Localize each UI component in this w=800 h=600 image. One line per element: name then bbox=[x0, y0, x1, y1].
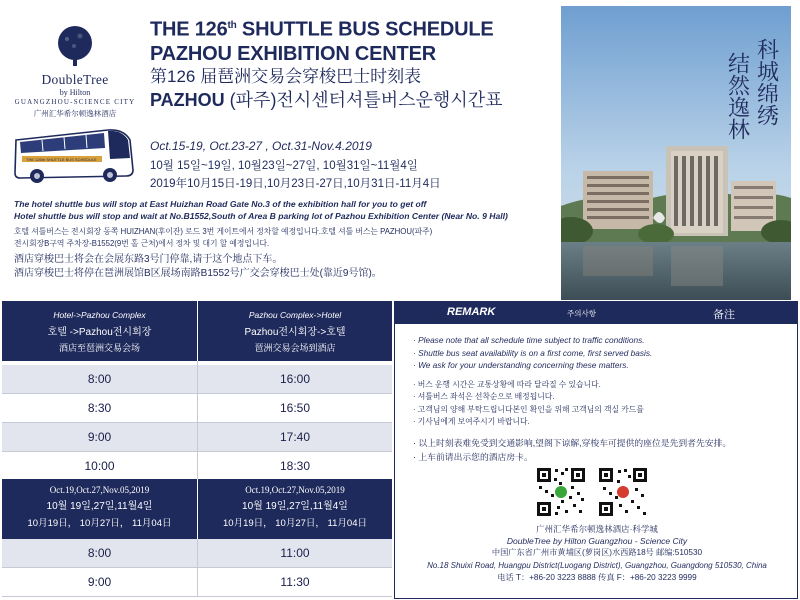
logo-by: by Hilton bbox=[59, 88, 91, 97]
col-head-hotel-to-pazhou bbox=[2, 301, 197, 361]
time-cell: 11:00 bbox=[198, 539, 392, 568]
remark-en-item: · Shuttle bus seat availability is on a first come, first served basis. bbox=[413, 347, 653, 358]
logo-cn-name: 广州汇华希尔顿逸林酒店 bbox=[33, 109, 117, 118]
contact-phone: 电话 T：+86-20 3223 8888 传真 F：+86-20 3223 9999 bbox=[497, 573, 697, 582]
remark-title-en: REMARK bbox=[447, 306, 496, 318]
time-cell: 9:00 bbox=[2, 423, 197, 452]
remark-panel bbox=[394, 301, 798, 599]
contact-cn-name: 广州汇华希尔顿逸林酒店·科学城 bbox=[536, 524, 658, 534]
remark-en-item: · We ask for your understanding concerning these matters. bbox=[413, 360, 629, 370]
sub-head-left bbox=[2, 479, 197, 539]
title-block bbox=[150, 14, 555, 112]
notice-block bbox=[14, 198, 559, 281]
sub-head-cn: 10月19日， 10月27日， 11月04日 bbox=[223, 518, 367, 529]
col-head-kr: 호텔 ->Pazhou전시회장 bbox=[47, 327, 152, 338]
remark-kr-item: · 기사님에게 보여주시기 바랍니다. bbox=[413, 417, 530, 426]
notice-cn-1: 酒店穿梭巴士将会在会展东路3号门停靠,请于这个地点下车。 bbox=[14, 254, 283, 265]
shuttle-bus-icon bbox=[12, 118, 137, 190]
column-divider bbox=[197, 361, 198, 479]
remark-cn-item: · 以上时刻表难免受到交通影响,望阁下谅解,穿梭车可提供的座位是先到者先安排。 bbox=[413, 437, 732, 448]
logo-brand: DoubleTree bbox=[41, 72, 109, 87]
hotel-logo bbox=[10, 24, 140, 119]
notice-kr-2: 전시회장B구역 주차장-B1552(9번 홀 근처)에서 정차 및 대기 할 예정입니다. bbox=[14, 239, 270, 248]
title-line2: PAZHOU EXHIBITION CENTER bbox=[150, 42, 436, 65]
remark-cn-item: · 上车前请出示您的酒店房卡。 bbox=[413, 451, 533, 462]
weibo-qr-code-icon bbox=[597, 466, 649, 518]
schedule-table bbox=[2, 301, 392, 599]
time-cell: 16:50 bbox=[198, 394, 392, 423]
title-kr: PAZHOU (파주)전시센터셔틀버스운행시간표 bbox=[150, 89, 503, 110]
remark-body bbox=[395, 324, 797, 464]
notice-kr-1: 호텔 셔틀버스는 전시회장 동쪽 HUIZHAN(후이잔) 로드 3번 게이트에서 정차할 예정입니다.호텔 셔틀 버스는 PAZHOU(파주) bbox=[14, 227, 433, 236]
dates-en: Oct.15-19, Oct.23-27 , Oct.31-Nov.4.2019 bbox=[150, 139, 372, 153]
remark-title-cn: 备注 bbox=[713, 309, 735, 321]
sub-head-kr: 10월 19일,27일,11월4일 bbox=[46, 501, 153, 512]
remark-en-item: · Please note that all schedule time subject to traffic conditions. bbox=[413, 335, 645, 345]
bus-side-text: THE 126th SHUTTLE BUS SCHEDULE bbox=[26, 157, 97, 162]
time-cell: 9:00 bbox=[2, 568, 197, 597]
contact-block bbox=[395, 523, 799, 585]
calligraphy-col2: 结然逸林 bbox=[724, 52, 750, 140]
time-cell: 16:00 bbox=[198, 365, 392, 394]
col-head-en: Pazhou Complex->Hotel bbox=[248, 310, 342, 320]
title-cn: 第126 届琶洲交易会穿梭巴士时刻表 bbox=[150, 66, 422, 86]
dates-cn: 2019年10月15日-19日,10月23日-27日,10月31日-11月4日 bbox=[150, 178, 441, 190]
title-line1: THE 126th SHUTTLE BUS SCHEDULE bbox=[150, 18, 494, 41]
remark-header bbox=[395, 302, 797, 324]
sub-head-right bbox=[198, 479, 392, 539]
remark-kr-item: · 고객님의 양해 부탁드립니다본인 확인을 위해 고객님의 객실 카드를 bbox=[413, 404, 644, 414]
time-cell: 17:40 bbox=[198, 423, 392, 452]
col-head-en: Hotel->Pazhou Complex bbox=[53, 310, 146, 320]
qr-codes bbox=[535, 466, 660, 518]
col-head-pazhou-to-hotel bbox=[198, 301, 392, 361]
remark-title-kr: 주의사항 bbox=[567, 309, 596, 318]
sub-head-kr: 10월 19일,27일,11월4일 bbox=[242, 501, 348, 512]
notice-cn-2: 酒店穿梭巴士将停在琶洲展馆B区展场南路B1552号广交会穿梭巴士处(靠近9号馆)。 bbox=[14, 268, 382, 279]
tree-logo-icon bbox=[52, 24, 98, 70]
column-divider bbox=[197, 539, 198, 597]
calligraphy-col1: 科城绵绣 bbox=[753, 38, 779, 126]
contact-en-name: DoubleTree by Hilton Guangzhou - Science City bbox=[506, 536, 688, 546]
wechat-qr-code-icon bbox=[535, 466, 587, 518]
col-head-kr: Pazhou전시회장->호텔 bbox=[244, 327, 346, 338]
dates-kr: 10월 15일~19일, 10월23일~27일, 10월31일~11월4일 bbox=[150, 160, 418, 172]
sub-head-en: Oct.19,Oct.27,Nov.05,2019 bbox=[245, 485, 345, 495]
time-cell: 18:30 bbox=[198, 452, 392, 481]
remark-kr-item: · 셔틀버스 좌석은 선착순으로 배정됩니다. bbox=[413, 392, 555, 401]
notice-en-1: The hotel shuttle bus will stop at East Huizhan Road Gate No.3 of the exhibition hall for you to get off bbox=[14, 199, 427, 209]
contact-cn-address: 中国广东省广州市黄埔区(萝岗区)水西路18号 邮编:510530 bbox=[491, 548, 703, 557]
time-cell: 8:00 bbox=[2, 365, 197, 394]
hotel-photo bbox=[561, 6, 791, 300]
time-cell: 11:30 bbox=[198, 568, 392, 597]
remark-kr-item: · 버스 운행 시간은 교통상황에 따라 달라질 수 있습니다. bbox=[413, 379, 601, 389]
time-cell: 8:30 bbox=[2, 394, 197, 423]
notice-en-2: Hotel shuttle bus will stop and wait at No.B1552,South of Area B parking lot of Pazhou Exhibition Center (Near No. 9 Hall) bbox=[14, 211, 508, 221]
time-cell: 8:00 bbox=[2, 539, 197, 568]
time-cell: 10:00 bbox=[2, 452, 197, 481]
col-head-cn: 琶洲交易会场到酒店 bbox=[254, 343, 336, 353]
contact-en-address: No.18 Shuixi Road, Huangpu District(Luogang District), Guangzhou, Guangdong 510530, China bbox=[427, 560, 767, 570]
logo-city: GUANGZHOU-SCIENCE CITY bbox=[14, 98, 136, 106]
col-head-cn: 酒店至琶洲交易会场 bbox=[58, 343, 140, 353]
sub-head-cn: 10月19日， 10月27日， 11月04日 bbox=[27, 518, 172, 529]
sub-head-en: Oct.19,Oct.27,Nov.05,2019 bbox=[49, 485, 150, 495]
